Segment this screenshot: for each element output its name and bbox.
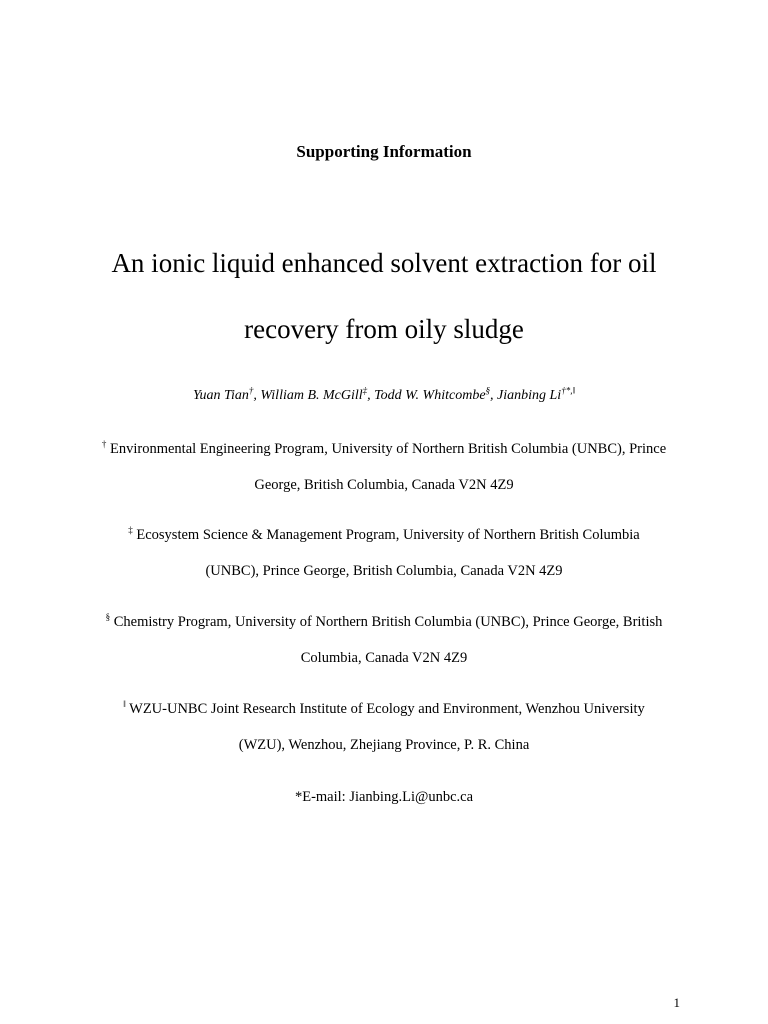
affiliation-line: George, British Columbia, Canada V2N 4Z9 xyxy=(254,477,514,493)
author-name: Jianbing Li xyxy=(497,388,562,403)
affiliation-mark: † xyxy=(101,439,107,450)
affiliation-mark: § xyxy=(105,612,111,623)
affiliation-line: Columbia, Canada V2N 4Z9 xyxy=(300,650,468,666)
author-affiliation-mark: †*,‖ xyxy=(561,385,575,396)
affiliation-1 xyxy=(40,431,728,503)
affiliation-text: Chemistry Program, University of Northern British Columbia (UNBC), Prince George, British xyxy=(110,614,663,630)
affiliation-mark: ‖ xyxy=(123,699,126,710)
author-name: Yuan Tian xyxy=(193,388,249,403)
author-name: Todd W. Whitcombe xyxy=(374,388,486,403)
affiliation-text: Ecosystem Science & Management Program, University of Northern British Columbia xyxy=(132,527,640,543)
supporting-information-heading: Supporting Information xyxy=(296,142,472,161)
affiliation-3 xyxy=(40,604,728,676)
affiliation-line xyxy=(40,604,728,640)
affiliation-text: WZU-UNBC Joint Research Institute of Ecology and Environment, Wenzhou University xyxy=(125,701,645,717)
affiliation-line: (WZU), Wenzhou, Zhejiang Province, P. R. China xyxy=(238,737,530,753)
affiliation-line xyxy=(40,517,728,553)
paper-title-line-2: recovery from oily sludge xyxy=(244,314,524,344)
affiliation-line xyxy=(40,691,728,727)
author-separator: , xyxy=(253,388,261,403)
affiliation-2 xyxy=(40,517,728,589)
affiliation-line: (UNBC), Prince George, British Columbia, Canada V2N 4Z9 xyxy=(205,563,563,579)
paper-title-line-1: An ionic liquid enhanced solvent extraction for oil xyxy=(111,248,657,278)
affiliation-mark: ‡ xyxy=(128,525,133,536)
author-affiliation-mark: ‡ xyxy=(362,385,368,396)
author-name: William B. McGill xyxy=(260,388,363,403)
author-affiliation-mark: † xyxy=(248,385,254,396)
affiliation-line xyxy=(40,431,728,467)
author-affiliation-mark: § xyxy=(485,385,491,396)
page-number: 1 xyxy=(673,995,680,1010)
author-list xyxy=(40,385,728,407)
corresponding-email: *E-mail: Jianbing.Li@unbc.ca xyxy=(294,789,474,805)
paper-title xyxy=(40,230,728,362)
author-separator: , xyxy=(490,388,498,403)
affiliation-text: Environmental Engineering Program, University of Northern British Columbia (UNBC), Prince xyxy=(106,441,667,457)
author-separator: , xyxy=(367,388,375,403)
affiliation-4 xyxy=(40,691,728,763)
